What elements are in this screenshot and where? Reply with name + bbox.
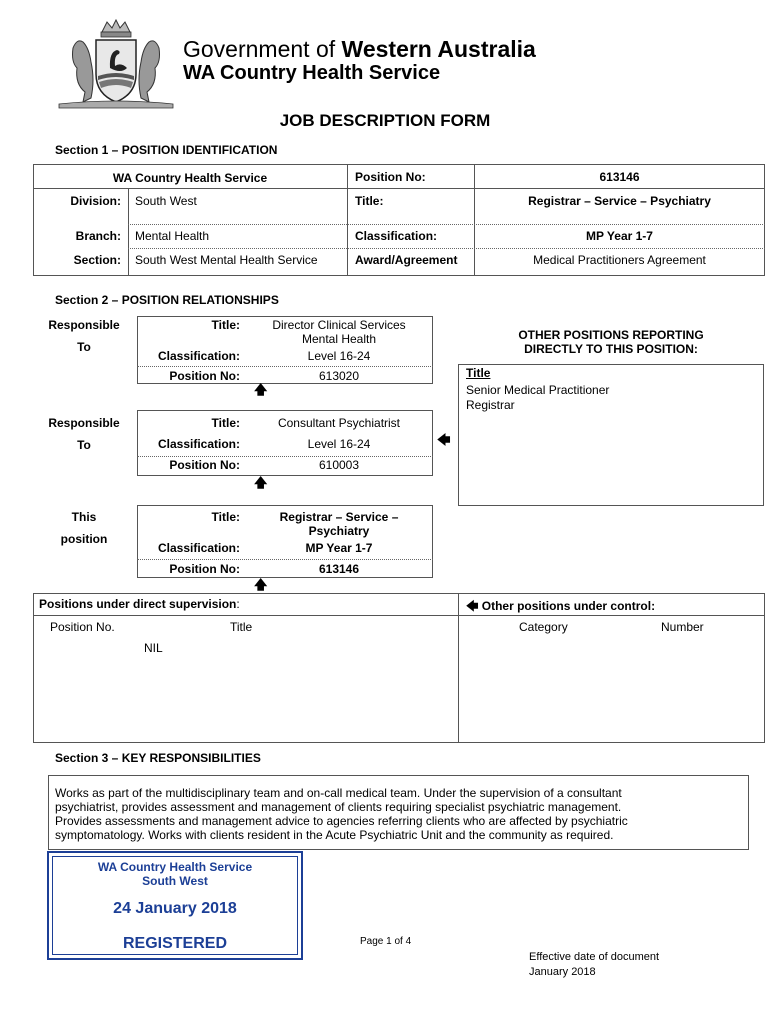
col-category: Category [519,620,568,634]
responsible2-title-label: Title: [211,416,240,430]
title-label: Title: [355,194,384,208]
responsible1-pos-label: Position No: [169,369,240,383]
col-number: Number [661,620,704,634]
col-position-no: Position No. [50,620,115,634]
effective-date-value: January 2018 [529,966,596,978]
responsible1-position-no: 613020 [318,369,360,383]
classification-label: Classification: [355,229,438,243]
org-name: WA Country Health Service [112,171,268,185]
responsible1-title-line2: Mental Health [301,332,377,346]
section1-heading: Section 1 – POSITION IDENTIFICATION [55,143,278,157]
stamp-line1: WA Country Health Service [97,860,253,874]
responsible2-classification: Level 16-24 [307,437,371,451]
responsible1-title-line1: Director Clinical Services [272,318,406,332]
this-position-line2: position [60,532,108,546]
award-value: Medical Practitioners Agreement [533,253,706,267]
section2-heading: Section 2 – POSITION RELATIONSHIPS [55,293,279,307]
section-value: South West Mental Health Service [135,253,318,267]
crest-logo [55,18,177,110]
effective-date-label: Effective date of document [529,951,660,963]
stamp-line2: South West [142,874,208,888]
form-title: JOB DESCRIPTION FORM [279,111,491,130]
direct-supervision-colon: : [236,597,240,611]
position-no-label: Position No: [355,170,426,184]
other-control-label [466,597,655,618]
branch-value: Mental Health [135,229,210,243]
responsibility-line: psychiatrist, provides assessment and management of clients requiring specialist psychiatric management. [55,800,622,814]
government-line-prefix: Government of [183,36,342,62]
col-title: Title [230,620,253,634]
responsible2-class-label: Classification: [157,437,240,451]
classification-value: MP Year 1-7 [586,229,653,243]
other-positions-heading-line2: DIRECTLY TO THIS POSITION: [524,342,698,356]
this-position-title-line2: Psychiatry [308,524,370,538]
responsibility-line: symptomatology. Works with clients resident in the Acute Psychiatric Unit and the community as required. [55,828,614,842]
responsible1-line2: To [77,340,91,354]
arrow-up-icon: 🡅 [254,475,268,490]
this-position-line1: This [71,510,97,524]
other-control-text: Other positions under control: [481,599,656,613]
service-line: WA Country Health Service [183,62,441,84]
position-no-value: 613146 [599,170,640,184]
title-value: Registrar – Service – Psychiatry [528,194,711,208]
responsibility-line: Works as part of the multidisciplinary team and on-call medical team. Under the supervision of a consultant [55,786,622,800]
branch-label: Branch: [75,229,121,243]
other-position-item: Senior Medical Practitioner [466,383,610,397]
other-position-item: Registrar [466,398,515,412]
responsible1-line1: Responsible [48,318,120,332]
other-positions-heading-line1: OTHER POSITIONS REPORTING [518,328,704,342]
responsible1-class-label: Classification: [157,349,240,363]
responsible2-pos-label: Position No: [169,458,240,472]
this-position-position-no: 613146 [318,562,360,576]
registered-stamp [47,851,303,960]
responsible2-line1: Responsible [48,416,120,430]
responsible2-title: Consultant Psychiatrist [277,416,401,430]
this-position-pos-label: Position No: [169,562,240,576]
arrow-left-icon: 🡄 [466,599,479,613]
section-label: Section: [73,253,121,267]
this-position-classification: MP Year 1-7 [305,541,373,555]
this-position-class-label: Classification: [157,541,240,555]
responsible1-classification: Level 16-24 [307,349,371,363]
arrow-left-icon: 🡄 [437,432,451,447]
arrow-up-icon: 🡅 [254,577,268,592]
section3-heading: Section 3 – KEY RESPONSIBILITIES [55,751,261,765]
direct-supervision-text: Positions under direct supervision [39,597,237,611]
stamp-status: REGISTERED [122,935,227,952]
arrow-up-icon: 🡅 [254,382,268,397]
responsible1-title-label: Title: [211,318,240,332]
division-value: South West [135,194,197,208]
government-line [183,36,536,63]
responsible2-position-no: 610003 [318,458,360,472]
government-line-bold: Western Australia [341,36,536,62]
page-number: Page 1 of 4 [360,936,412,947]
award-label: Award/Agreement [355,253,458,267]
responsible2-line2: To [77,438,91,452]
this-position-title-label: Title: [211,510,240,524]
other-positions-title-header: Title [466,366,491,380]
responsibility-line: Provides assessments and management advice to agencies referring clients who are affected by psychiatric [55,814,628,828]
direct-supervision-label [39,597,240,611]
division-label: Division: [70,194,121,208]
stamp-date: 24 January 2018 [113,900,237,917]
this-position-title-line1: Registrar – Service – [279,510,399,524]
supervision-value: NIL [144,641,163,655]
